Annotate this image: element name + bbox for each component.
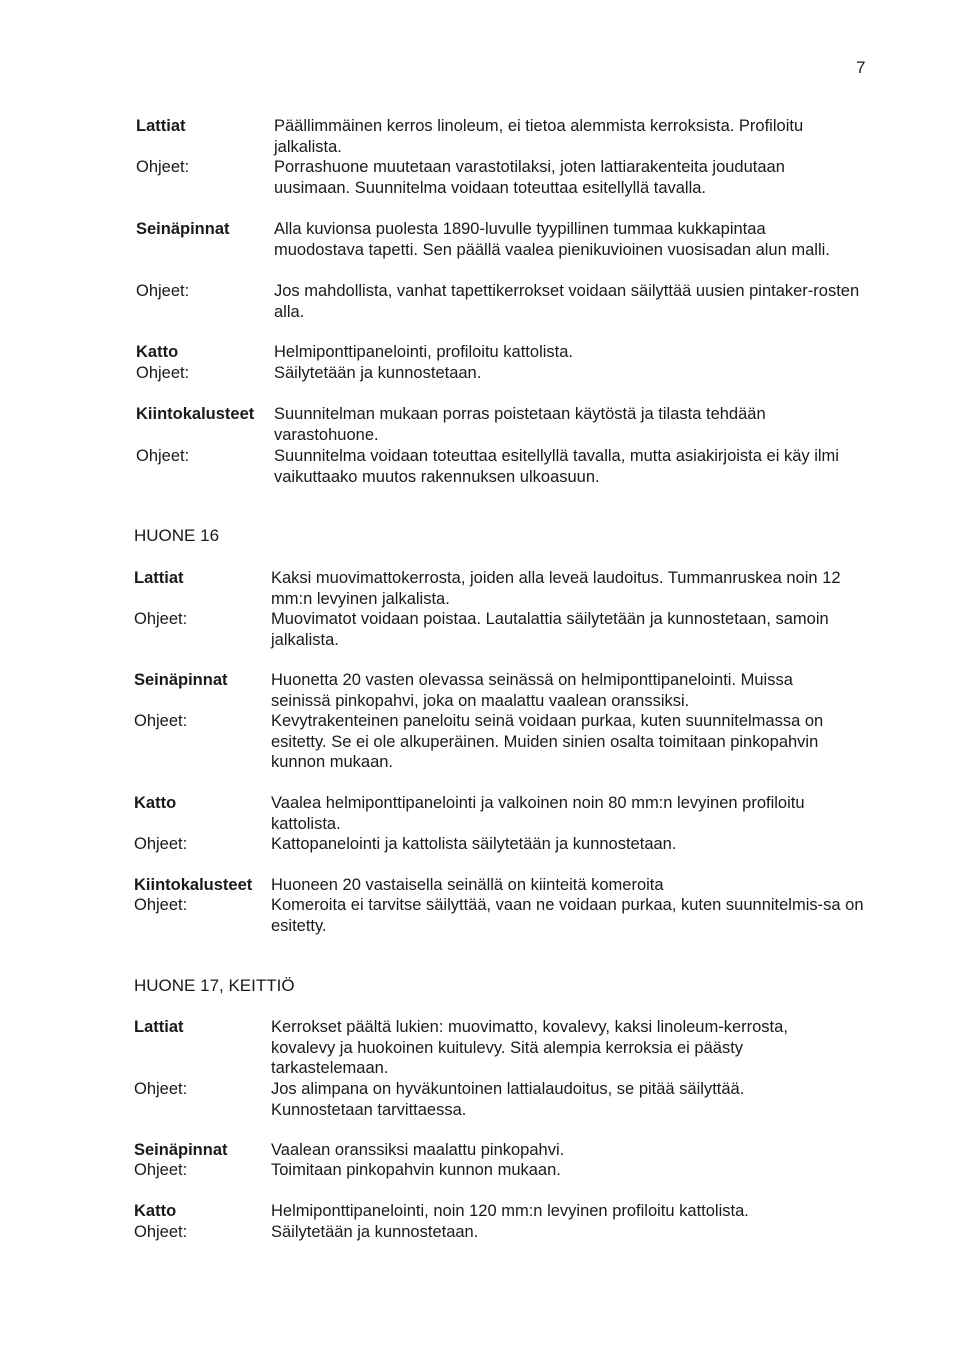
h16-seinapinnat-text: Huonetta 20 vasten olevassa seinässä on helmiponttipanelointi. Muissa seinissä pinkopahvi, joka on maalattu vaalean oranssiksi. (271, 671, 793, 710)
h16-lattiat-label: Lattiat (134, 569, 184, 587)
katto-label: Katto (136, 343, 179, 361)
h17-seinapinnat-ohjeet-label: Ohjeet: (134, 1161, 188, 1179)
h16-katto-label: Katto (134, 794, 177, 812)
kiintokalusteet-ohjeet-text: Suunnitelma voidaan toteuttaa esitellyllä tavalla, mutta asiakirjoista ei käy ilmi vaikuttaako muutos rakennuksen ulkoasuun. (274, 447, 839, 486)
h16-kiintokalusteet-label: Kiintokalusteet (134, 876, 253, 894)
lattiat-ohjeet-text: Porrashuone muutetaan varastotilaksi, joten lattiarakenteita joudutaan uusimaan. Suunnitelma voidaan toteuttaa esitellyllä tavalla. (274, 158, 785, 197)
h17-katto-ohjeet-text: Säilytetään ja kunnostetaan. (271, 1223, 479, 1241)
lattiat-label: Lattiat (136, 117, 186, 135)
h17-seinapinnat-ohjeet-text: Toimitaan pinkopahvin kunnon mukaan. (271, 1161, 561, 1179)
kiintokalusteet-ohjeet-label: Ohjeet: (136, 447, 190, 465)
h16-seinapinnat-ohjeet-text: Kevytrakenteinen paneloitu seinä voidaan purkaa, kuten suunnitelmassa on esitetty. Se ei ole alkuperäinen. Muiden sinien osalta toimitaan pinkopahvin kunnon mukaan. (271, 712, 824, 771)
h16-kiintokalusteet-ohjeet-text: Komeroita ei tarvitse säilyttää, vaan ne voidaan purkaa, kuten suunnitelmis-sa on esitetty. (271, 896, 864, 935)
h17-katto-text: Helmiponttipanelointi, noin 120 mm:n levyinen profiloitu kattolista. (271, 1202, 749, 1220)
h16-lattiat-ohjeet-label: Ohjeet: (134, 610, 188, 628)
katto-text: Helmiponttipanelointi, profiloitu kattolista. (274, 343, 573, 361)
seinapinnat-ohjeet-label: Ohjeet: (136, 282, 190, 300)
h16-kiintokalusteet-ohjeet-label: Ohjeet: (134, 896, 188, 914)
h17-seinapinnat-label: Seinäpinnat (134, 1141, 228, 1159)
huone17-heading: HUONE 17, KEITTIÖ (134, 976, 295, 995)
h17-seinapinnat-text: Vaalean oranssiksi maalattu pinkopahvi. (271, 1141, 565, 1159)
h17-lattiat-ohjeet-label: Ohjeet: (134, 1080, 188, 1098)
h16-kiintokalusteet-text: Huoneen 20 vastaisella seinällä on kiinteitä komeroita (271, 876, 664, 894)
kiintokalusteet-label: Kiintokalusteet (136, 405, 255, 423)
h16-katto-ohjeet-label: Ohjeet: (134, 835, 188, 853)
seinapinnat-label: Seinäpinnat (136, 220, 230, 238)
lattiat-text: Päällimmäinen kerros linoleum, ei tietoa alemmista kerroksista. Profiloitu jalkalista. (274, 117, 804, 156)
h17-lattiat-ohjeet-text: Jos alimpana on hyväkuntoinen lattialaudoitus, se pitää säilyttää. Kunnostetaan tarvittaessa. (271, 1080, 745, 1119)
huone16-heading: HUONE 16 (134, 526, 220, 545)
h17-lattiat-text: Kerrokset päältä lukien: muovimatto, kovalevy, kaksi linoleum-kerrosta, kovalevy ja huokoinen kuitulevy. Sitä alempia kerroksia ei päästy tarkastelemaan. (271, 1018, 788, 1077)
h16-lattiat-text: Kaksi muovimattokerrosta, joiden alla leveä laudoitus. Tummanruskea noin 12 mm:n levyinen jalkalista. (271, 569, 841, 608)
h16-seinapinnat-ohjeet-label: Ohjeet: (134, 712, 188, 730)
seinapinnat-ohjeet-text: Jos mahdollista, vanhat tapettikerrokset voidaan säilyttää uusien pintaker-rosten alla. (274, 282, 860, 321)
h17-lattiat-label: Lattiat (134, 1018, 184, 1036)
h16-katto-text: Vaalea helmiponttipanelointi ja valkoinen noin 80 mm:n levyinen profiloitu kattolista. (271, 794, 805, 833)
h17-katto-ohjeet-label: Ohjeet: (134, 1223, 188, 1241)
page-number: 7 (856, 58, 866, 77)
h16-lattiat-ohjeet-text: Muovimatot voidaan poistaa. Lautalattia säilytetään ja kunnostetaan, samoin jalkalista. (271, 610, 829, 649)
katto-ohjeet-label: Ohjeet: (136, 364, 190, 382)
h17-katto-label: Katto (134, 1202, 177, 1220)
katto-ohjeet-text: Säilytetään ja kunnostetaan. (274, 364, 482, 382)
lattiat-ohjeet-label: Ohjeet: (136, 158, 190, 176)
seinapinnat-text: Alla kuvionsa puolesta 1890-luvulle tyypillinen tummaa kukkapintaa muodostava tapetti. Sen päällä vaalea pienikuvioinen vuosisadan alun malli. (274, 220, 830, 259)
kiintokalusteet-text: Suunnitelman mukaan porras poistetaan käytöstä ja tilasta tehdään varastohuone. (274, 405, 766, 444)
h16-katto-ohjeet-text: Kattopanelointi ja kattolista säilytetään ja kunnostetaan. (271, 835, 677, 853)
h16-seinapinnat-label: Seinäpinnat (134, 671, 228, 689)
